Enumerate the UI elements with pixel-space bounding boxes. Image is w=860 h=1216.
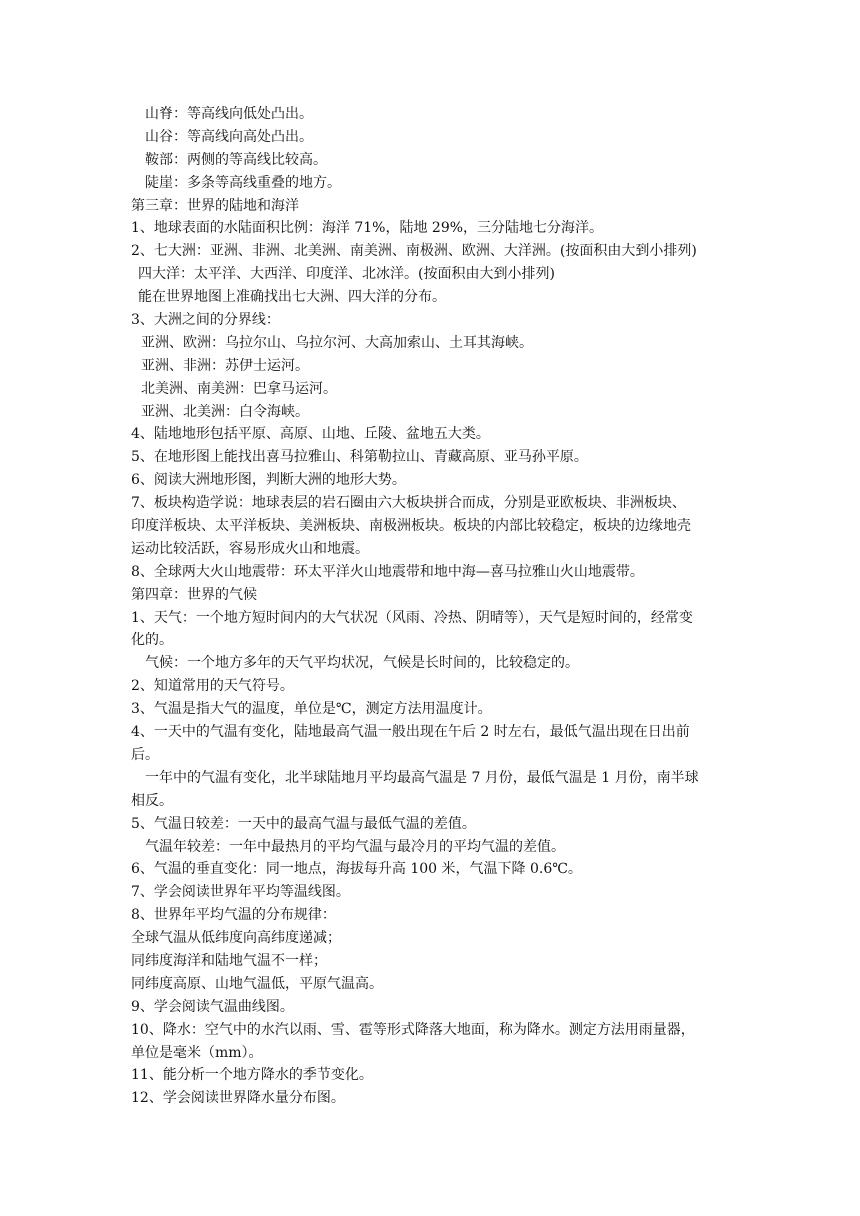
text-line: 陡崖：多条等高线重叠的地方。 bbox=[145, 174, 341, 191]
text-line: 山脊：等高线向低处凸出。 bbox=[145, 106, 313, 122]
text-line: 3、大洲之间的分界线： bbox=[131, 312, 280, 329]
text-line: 鞍部：两侧的等高线比较高。 bbox=[145, 151, 327, 168]
text-line: 2、知道常用的天气符号。 bbox=[131, 678, 294, 695]
text-line: 全球气温从低纬度向高纬度递减； bbox=[131, 930, 341, 947]
text-line: 9、学会阅读气温曲线图。 bbox=[131, 998, 294, 1015]
text-line: 化的。 bbox=[131, 632, 173, 649]
document-body bbox=[131, 103, 741, 1110]
text-line: 气候：一个地方多年的天气平均状况，气候是长时间的，比较稳定的。 bbox=[145, 655, 579, 672]
text-line: 3、气温是指大气的温度，单位是℃，测定方法用温度计。 bbox=[131, 701, 492, 718]
text-line: 气温年较差：一年中最热月的平均气温与最冷月的平均气温的差值。 bbox=[145, 838, 565, 855]
text-line: 1、地球表面的水陆面积比例：海洋 71%，陆地 29%，三分陆地七分海洋。 bbox=[131, 220, 604, 237]
text-line: 12、学会阅读世界降水量分布图。 bbox=[131, 1090, 345, 1107]
text-line: 后。 bbox=[131, 746, 159, 763]
text-line: 山谷：等高线向高处凸出。 bbox=[145, 128, 313, 145]
text-line: 亚洲、欧洲：乌拉尔山、乌拉尔河、大高加索山、土耳其海峡。 bbox=[141, 334, 533, 351]
text-line: 5、气温日较差：一天中的最高气温与最低气温的差值。 bbox=[131, 815, 476, 832]
text-line: 2、七大洲：亚洲、非洲、北美洲、南美洲、南极洲、欧洲、大洋洲。(按面积由大到小排列) bbox=[131, 243, 697, 260]
text-line: 四大洋：太平洋、大西洋、印度洋、北冰洋。(按面积由大到小排列) bbox=[138, 266, 555, 283]
text-line: 亚洲、非洲：苏伊士运河。 bbox=[141, 357, 309, 374]
text-line: 同纬度高原、山地气温低，平原气温高。 bbox=[131, 975, 383, 992]
text-line: 能在世界地图上准确找出七大洲、四大洋的分布。 bbox=[138, 289, 446, 306]
chapter-heading: 第三章：世界的陆地和海洋 bbox=[131, 197, 299, 214]
text-line: 8、世界年平均气温的分布规律： bbox=[131, 907, 336, 924]
text-line: 6、气温的垂直变化：同一地点，海拔每升高 100 米，气温下降 0.6℃。 bbox=[131, 861, 582, 878]
text-line: 亚洲、北美洲：白令海峡。 bbox=[141, 403, 309, 420]
text-line: 11、能分析一个地方降水的季节变化。 bbox=[131, 1067, 373, 1084]
text-line: 同纬度海洋和陆地气温不一样； bbox=[131, 952, 327, 969]
text-line: 4、陆地地形包括平原、高原、山地、丘陵、盆地五大类。 bbox=[131, 426, 490, 443]
text-line: 6、阅读大洲地形图，判断大洲的地形大势。 bbox=[131, 472, 406, 489]
text-line: 7、板块构造学说：地球表层的岩石圈由六大板块拼合而成，分别是亚欧板块、非洲板块、 bbox=[131, 495, 686, 512]
text-line: 北美洲、南美洲：巴拿马运河。 bbox=[141, 380, 337, 397]
text-line: 8、全球两大火山地震带：环太平洋火山地震带和地中海—喜马拉雅山火山地震带。 bbox=[131, 563, 644, 580]
text-line: 相反。 bbox=[131, 792, 173, 809]
text-line: 5、在地形图上能找出喜马拉雅山、科第勒拉山、青藏高原、亚马孙平原。 bbox=[131, 449, 588, 466]
text-line: 10、降水：空气中的水汽以雨、雪、雹等形式降落大地面，称为降水。测定方法用雨量器， bbox=[131, 1021, 695, 1038]
chapter-heading: 第四章：世界的气候 bbox=[131, 586, 257, 603]
text-line: 单位是毫米（mm）。 bbox=[131, 1044, 263, 1061]
text-line: 一年中的气温有变化，北半球陆地月平均最高气温是 7 月份，最低气温是 1 月份，南半球 bbox=[145, 769, 699, 786]
text-line: 1、天气：一个地方短时间内的大气状况（风雨、冷热、阴晴等），天气是短时间的，经常变 bbox=[131, 609, 693, 626]
text-line: 4、一天中的气温有变化，陆地最高气温一般出现在午后 2 时左右，最低气温出现在日出前 bbox=[131, 724, 690, 741]
text-line: 运动比较活跃，容易形成火山和地震。 bbox=[131, 540, 369, 557]
text-line: 印度洋板块、太平洋板块、美洲板块、南极洲板块。板块的内部比较稳定，板块的边缘地壳 bbox=[131, 518, 691, 535]
text-line: 7、学会阅读世界年平均等温线图。 bbox=[131, 884, 350, 901]
